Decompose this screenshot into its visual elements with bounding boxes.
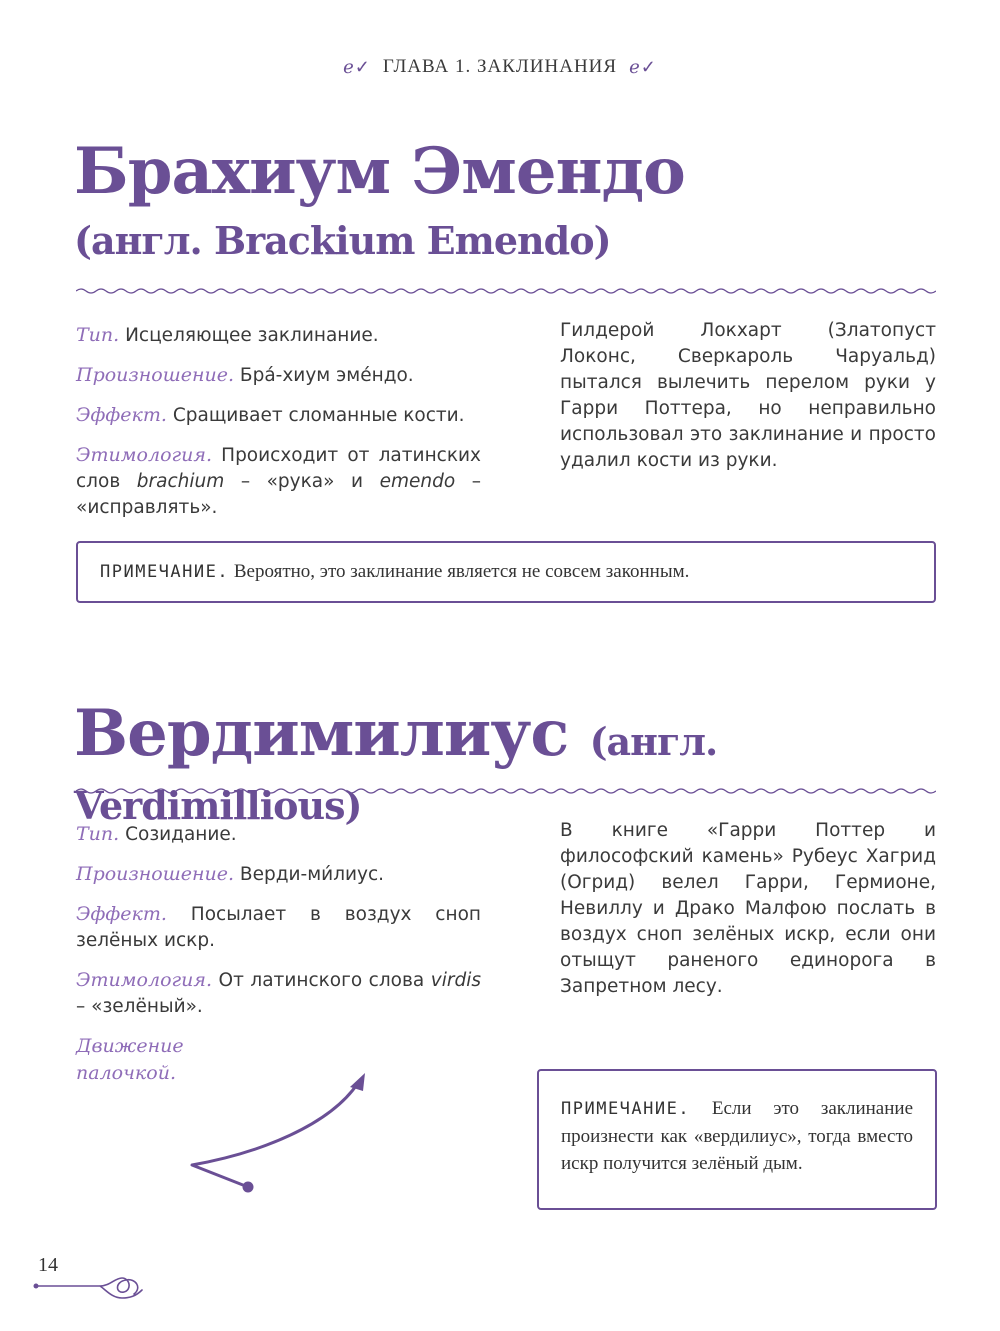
spell1-story: Гилдерой Локхарт (Златопуст Локонс, Сверкароль Чаруальд) пытался вылечить перелом руки у Гарри Поттера, но неправильно использовал это заклинание и просто удалил кости из руки. — [560, 320, 936, 471]
spell2-effect-row — [76, 901, 481, 954]
etym-text-1: Происходит от латинских слов — [76, 445, 481, 492]
spell1-title: Брахиум Эмендо — [74, 134, 685, 209]
chapter-header — [0, 56, 1000, 78]
spell2-type-row — [76, 821, 481, 848]
spell1-type-row — [76, 322, 481, 349]
spell1-pron-row — [76, 362, 481, 389]
note-label: ПРИМЕЧАНИЕ. — [100, 562, 230, 582]
wand-label: Движение палочкой. — [76, 1035, 184, 1084]
spell2-title — [74, 696, 1000, 830]
spell2-title-main: Вердимилиус — [74, 696, 569, 771]
effect-label: Эффект. — [76, 903, 167, 925]
page-number: 14 — [38, 1254, 58, 1276]
type-label: Тип. — [76, 823, 120, 845]
type-value: Исцеляющее заклинание. — [125, 325, 379, 346]
etym-text-2: – «рука» и — [240, 471, 364, 492]
wand-path — [192, 1083, 358, 1187]
ornament-right-icon: ℯ✓ — [629, 56, 657, 77]
wand-start-dot-icon — [243, 1182, 254, 1193]
effect-value: Сращивает сломанные кости. — [172, 405, 465, 426]
etym-label: Этимология. — [76, 444, 212, 466]
effect-value: Посылает в воздух сноп зелёных искр. — [76, 904, 481, 951]
footer-flourish-icon — [30, 1268, 150, 1304]
spell2-subtitle: (англ. Verdimillious) — [74, 719, 718, 828]
spell2-details — [76, 821, 481, 1100]
spell2-etym-row — [76, 967, 481, 1020]
wavy-divider-1 — [76, 286, 936, 296]
etym-word-2: emendo — [379, 471, 456, 492]
wavy-divider-2 — [76, 786, 936, 796]
chapter-title: ГЛАВА 1. ЗАКЛИНАНИЯ — [382, 56, 618, 77]
spell1-etym-row — [76, 442, 481, 521]
etym-word-1: virdis — [430, 970, 481, 991]
type-value: Созидание. — [125, 824, 237, 845]
spell2-note — [537, 1069, 937, 1210]
pron-value: Бра́-хиум эме́ндо. — [239, 365, 414, 386]
note-label: ПРИМЕЧАНИЕ. — [561, 1099, 691, 1119]
pron-label: Произношение. — [76, 863, 235, 885]
pron-value: Верди-ми́лиус. — [239, 864, 385, 885]
etym-text-1: От латинского слова — [218, 970, 425, 991]
spell2-story: В книге «Гарри Поттер и философский камень» Рубеус Хагрид (Огрид) велел Гарри, Гермионе, Невиллу и Драко Малфою послать в воздух сноп зелёных искр, если они отыщут раненого единорога в Запретном лесу. — [560, 820, 936, 997]
ornament-left-icon: ℯ✓ — [343, 56, 371, 77]
spell1-effect-row — [76, 402, 481, 429]
etym-text-2: – «зелёный». — [76, 996, 203, 1017]
spell1-note — [76, 541, 936, 603]
etym-text-3: – «исправлять». — [76, 471, 481, 518]
note-text: Вероятно, это заклинание является не совсем законным. — [233, 561, 690, 582]
type-label: Тип. — [76, 324, 120, 346]
spell1-details — [76, 322, 481, 534]
wand-arrowhead-icon — [350, 1073, 365, 1091]
spell2-pron-row — [76, 861, 481, 888]
effect-label: Эффект. — [76, 404, 167, 426]
etym-word-1: brachium — [136, 471, 225, 492]
wand-movement-diagram — [180, 1065, 380, 1200]
spell1-subtitle: (англ. Brackium Emendo) — [74, 218, 611, 263]
pron-label: Произношение. — [76, 364, 235, 386]
etym-label: Этимология. — [76, 969, 212, 991]
note-text: Если это заклинание произнести как «вердилиус», тогда вместо искр получится зелёный дым. — [561, 1098, 914, 1174]
